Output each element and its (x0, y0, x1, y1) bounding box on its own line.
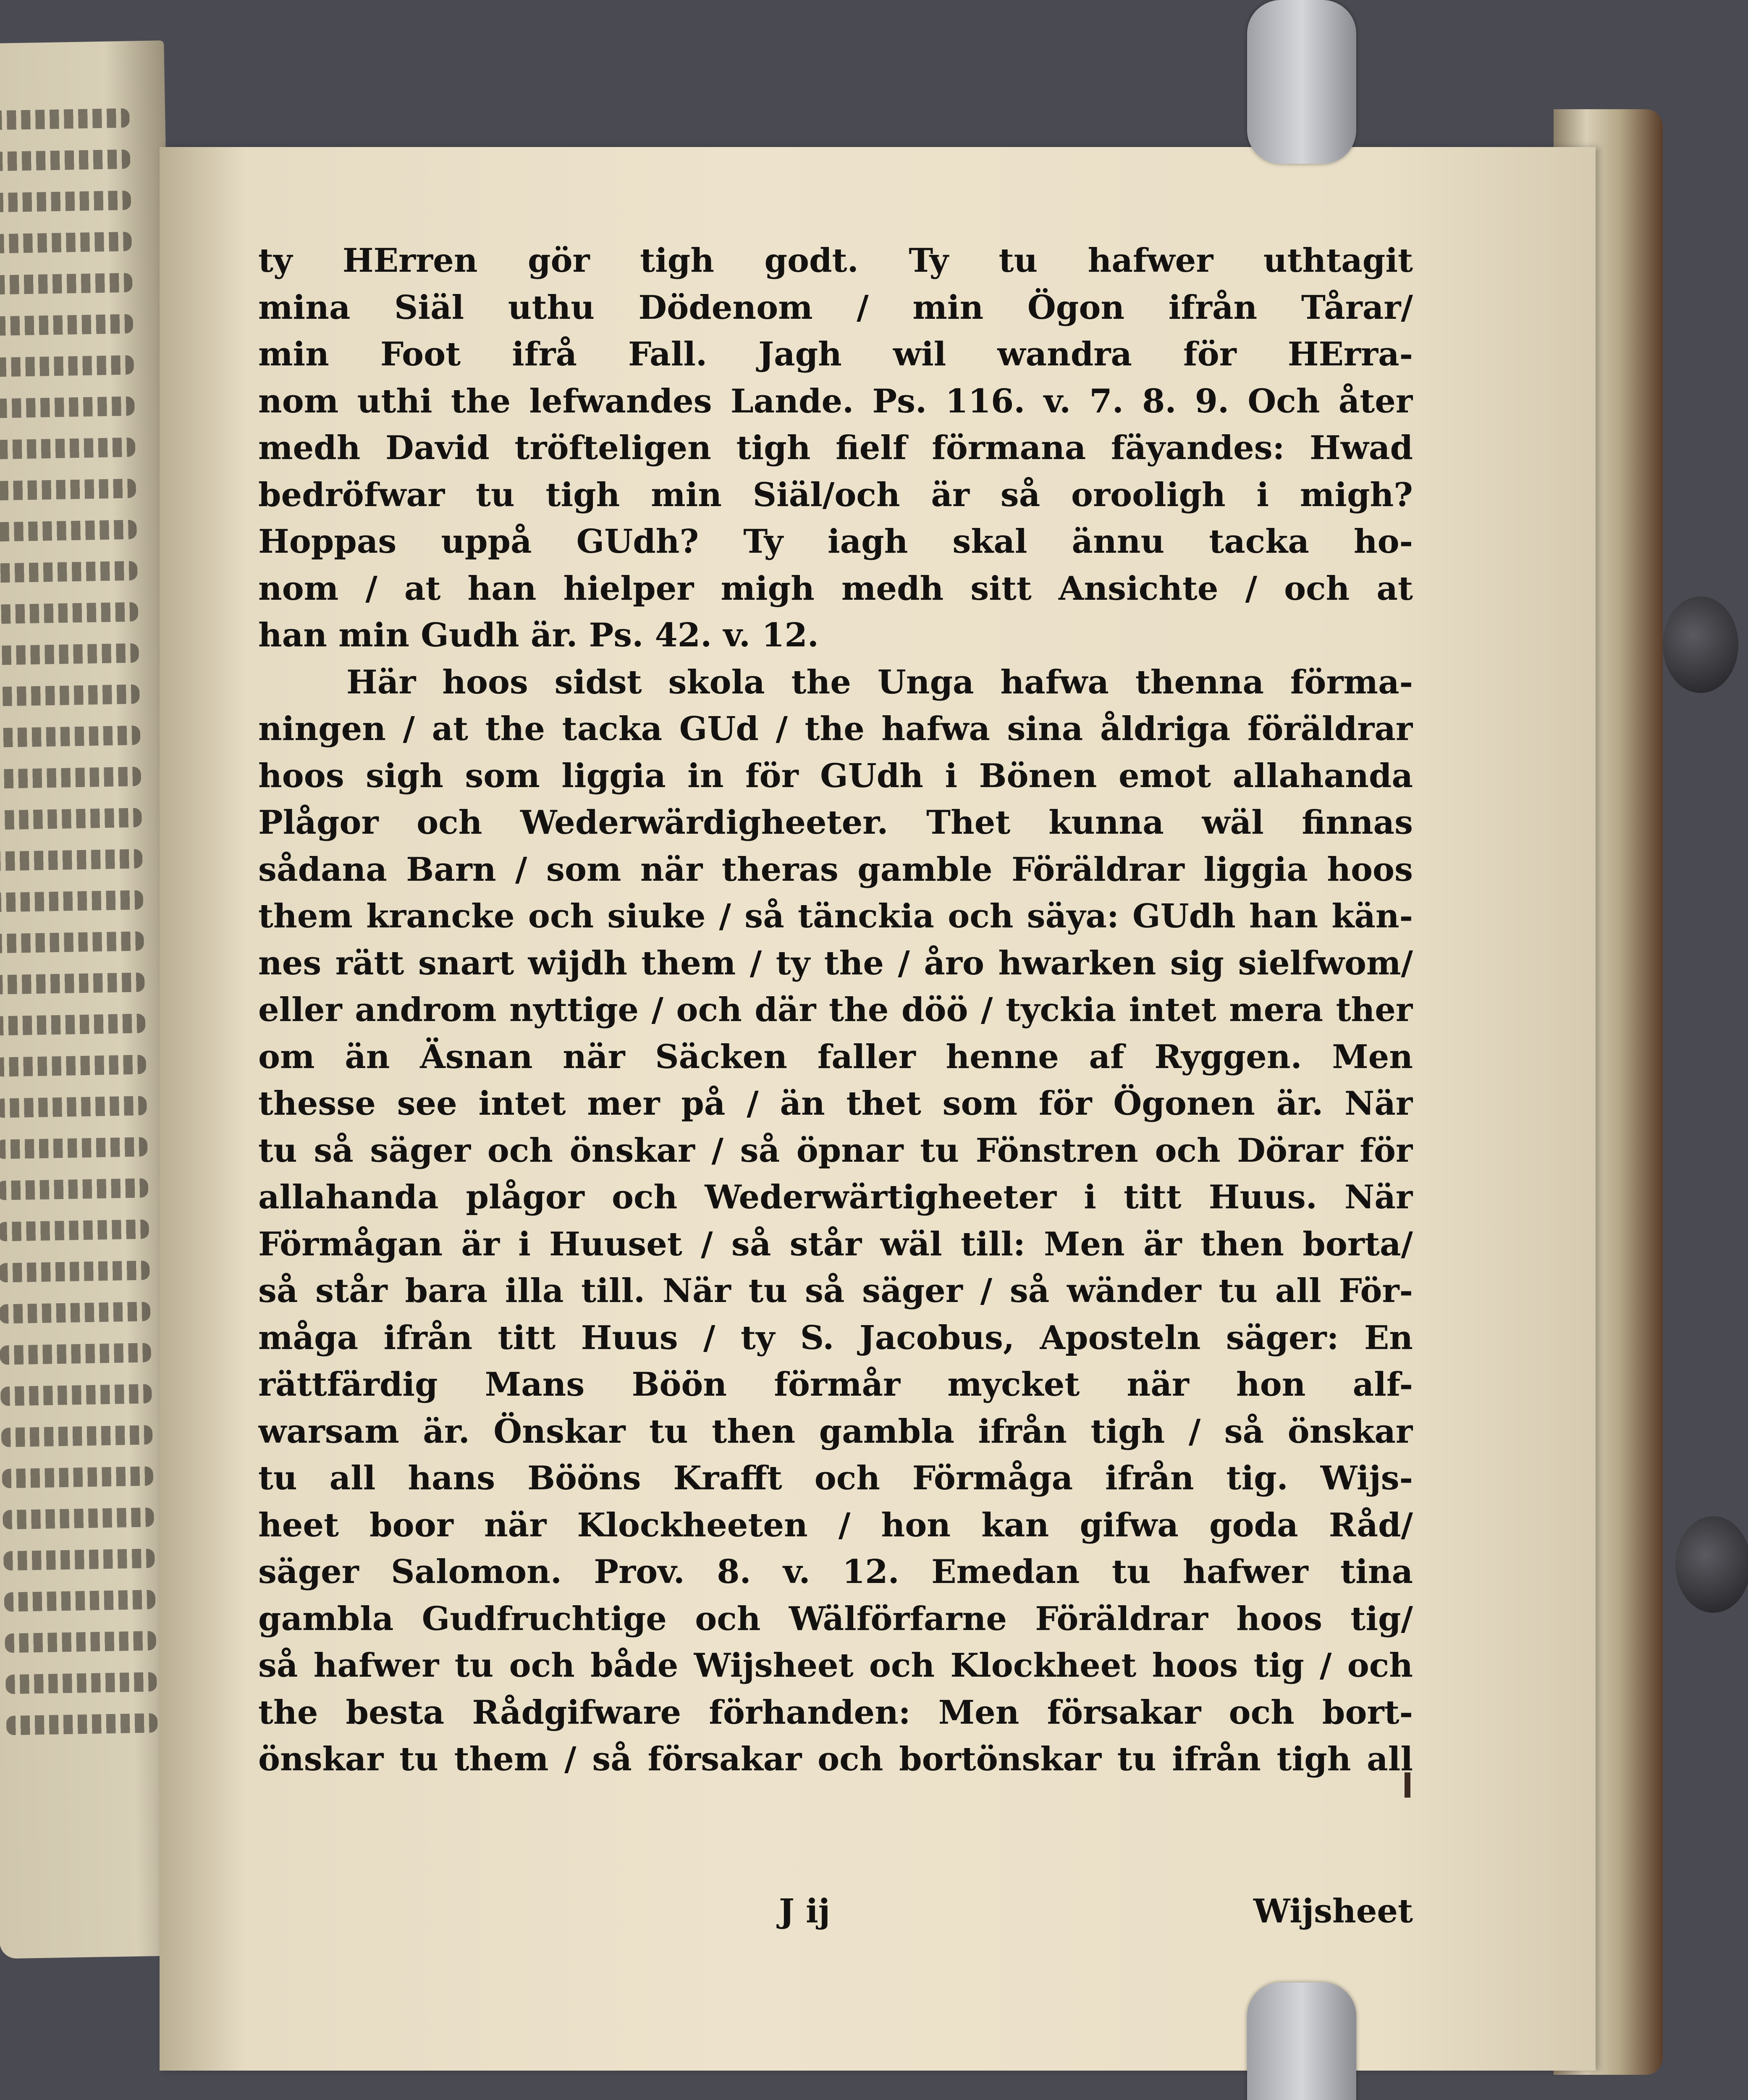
text-line: min Foot ifrå Fall. Jagh wil wandra för HErra- (258, 335, 1413, 373)
bottom-page-clamp (1247, 1982, 1356, 2100)
text-line: thesse see intet mer på / än thet som för Ögonen är. När (258, 1084, 1413, 1123)
text-line: allahanda plågor och Wederwärtigheeter i titt Huus. När (258, 1178, 1413, 1216)
text-line: gambla Gudfruchtige och Wälförfarne Föräldrar hoos tig/ (258, 1599, 1413, 1638)
text-line: eller androm nyttige / och där the döö / tyckia intet mera ther (258, 991, 1413, 1029)
catchword: Wijsheet (1253, 1892, 1413, 1930)
text-line: nom / at han hielper migh medh sitt Ansichte / och at (258, 569, 1413, 608)
text-line: han min Gudh är. Ps. 42. v. 12. (258, 616, 819, 654)
text-line: så hafwer tu och både Wijsheet och Klockheet hoos tig / och (258, 1646, 1413, 1685)
left-page-show-through-text (0, 108, 160, 1875)
text-line: Plågor och Wederwärdigheeter. Thet kunna wäl finnas (258, 803, 1413, 842)
text-line: them krancke och siuke / så tänckia och säya: GUdh han kän- (258, 897, 1413, 935)
text-line: nes rätt snart wijdh them / ty the / åro hwarken sig sielfwom/ (258, 944, 1413, 982)
page-footer (258, 1892, 1413, 1939)
text-line: hoos sigh som liggia in för GUdh i Bönen emot allahanda (258, 756, 1413, 795)
text-line: medh David tröfteligen tigh fielf förmana fäyandes: Hwad (258, 429, 1413, 467)
text-line: sådana Barn / som när theras gamble Föräldrar liggia hoos (258, 850, 1413, 889)
signature-mark: J ij (779, 1892, 830, 1930)
cover-bolt (1675, 1516, 1748, 1613)
text-line: ningen / at the tacka GUd / the hafwa sina åldriga föräldrar (258, 710, 1413, 748)
text-line: mina Siäl uthu Dödenom / min Ögon ifrån Tårar/ (258, 288, 1413, 327)
text-line: Här hoos sidst skola the Unga hafwa thenna förma- (346, 663, 1413, 701)
cover-bolt (1663, 596, 1738, 693)
text-line: warsam är. Önskar tu then gambla ifrån tigh / så önskar (258, 1412, 1413, 1451)
text-line: ty HErren gör tigh godt. Ty tu hafwer uthtagit (258, 242, 1413, 280)
text-line: måga ifrån titt Huus / ty S. Jacobus, Aposteln säger: En (258, 1318, 1413, 1357)
text-line: bedröfwar tu tigh min Siäl/och är så orooligh i migh? (258, 475, 1413, 514)
text-line: så står bara illa till. När tu så säger / så wänder tu all För- (258, 1272, 1413, 1310)
text-line: rättfärdig Mans Böön förmår mycket när hon alf- (258, 1365, 1413, 1404)
text-line: Förmågan är i Huuset / så står wäl till: Men är then borta/ (258, 1225, 1413, 1263)
text-line: tu all hans Bööns Krafft och Förmåga ifrån tig. Wijs- (258, 1459, 1413, 1497)
text-line: heet boor när Klockheeten / hon kan gifwa goda Råd/ (258, 1506, 1413, 1544)
top-page-clamp (1247, 0, 1356, 164)
text-line: Hoppas uppå GUdh? Ty iagh skal ännu tacka ho- (258, 522, 1413, 561)
text-line: säger Salomon. Prov. 8. v. 12. Emedan tu hafwer tina (258, 1553, 1413, 1591)
text-line: tu så säger och önskar / så öpnar tu Fönstren och Dörar för (258, 1131, 1413, 1170)
body-text (258, 237, 1413, 1783)
text-line: the besta Rådgifware förhanden: Men försakar och bort- (258, 1693, 1413, 1732)
text-line: om än Äsnan när Säcken faller henne af Ryggen. Men (258, 1037, 1413, 1076)
text-line: nom uthi the lefwandes Lande. Ps. 116. v. 7. 8. 9. Och åter (258, 382, 1413, 420)
text-line: önskar tu them / så försakar och bortönskar tu ifrån tigh all (258, 1740, 1413, 1778)
